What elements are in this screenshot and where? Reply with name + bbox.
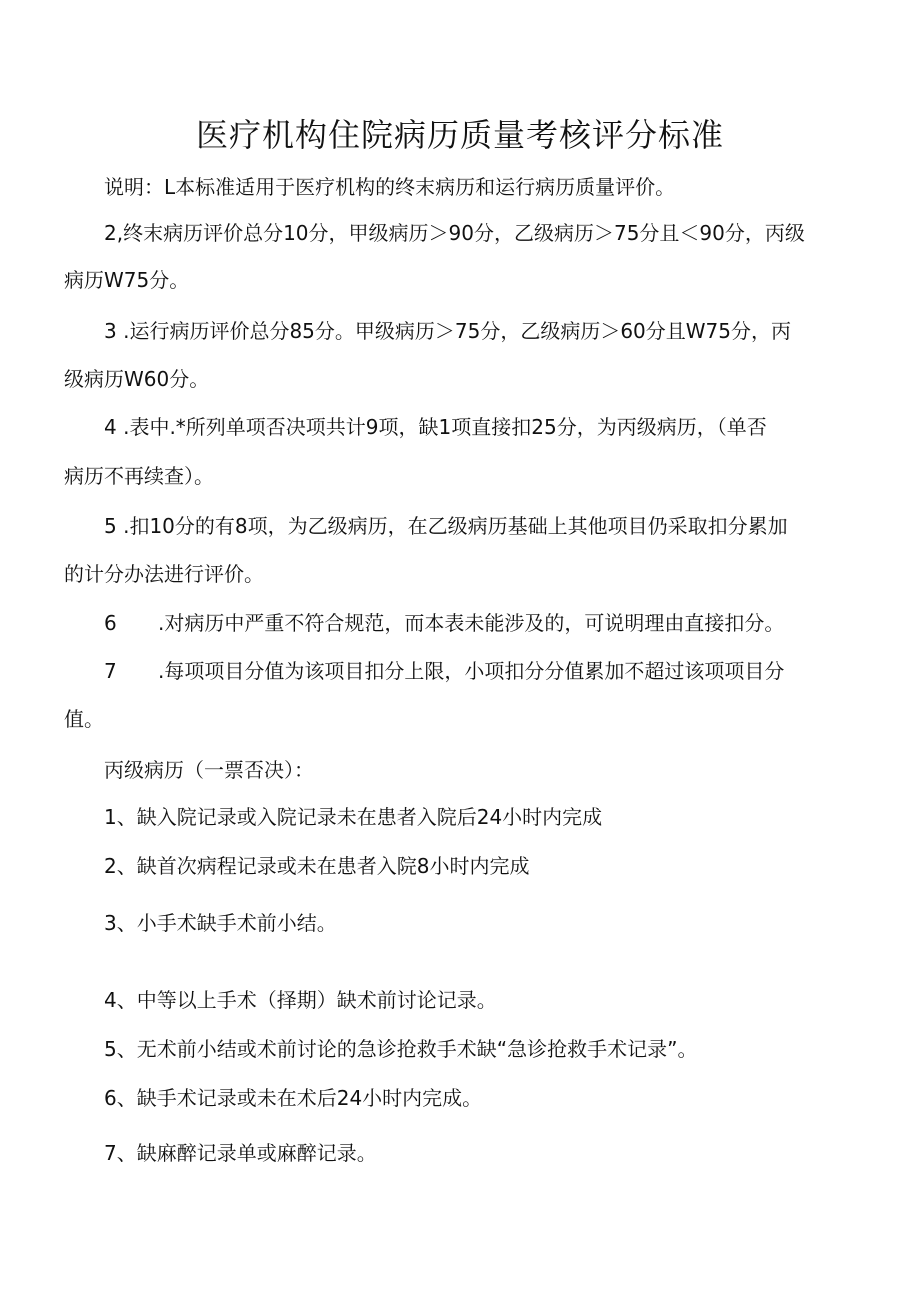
section-heading: 丙级病历（一票否决）： bbox=[104, 758, 314, 782]
list-item-4: 4、中等以上手术（择期）缺术前讨论记录。 bbox=[104, 988, 497, 1012]
note-4-line-2: 病历不再续查）。 bbox=[64, 464, 214, 488]
list-item-3: 3、小手术缺手术前小结。 bbox=[104, 911, 337, 935]
list-item-7: 7、缺麻醉记录单或麻醉记录。 bbox=[104, 1141, 377, 1165]
note-7-line-2: 值。 bbox=[64, 707, 104, 731]
note-2-line-2: 病历W75分。 bbox=[64, 268, 190, 292]
list-item-2: 2、缺首次病程记录或未在患者入院8小时内完成 bbox=[104, 854, 530, 878]
note-5-line-2: 的计分办法进行评价。 bbox=[64, 562, 264, 586]
note-7-text: .每项项目分值为该项目扣分上限，小项扣分分值累加不超过该项项目分 bbox=[158, 659, 785, 683]
list-item-6: 6、缺手术记录或未在术后24小时内完成。 bbox=[104, 1086, 483, 1110]
note-5-line-1: 5 .扣10分的有8项，为乙级病历，在乙级病历基础上其他项目仍采取扣分累加 bbox=[104, 514, 788, 538]
document-title: 医疗机构住院病历质量考核评分标准 bbox=[195, 116, 724, 154]
note-2-line-1: 2,终末病历评价总分10分，甲级病历＞90分，乙级病历＞75分且＜90分，丙级 bbox=[104, 221, 805, 245]
note-7-number: 7 bbox=[104, 659, 117, 683]
note-3-line-2: 级病历W60分。 bbox=[64, 367, 210, 391]
note-6-number: 6 bbox=[104, 611, 117, 635]
note-4-line-1: 4 .表中.*所列单项否决项共计9项，缺1项直接扣25分，为丙级病历，（单否 bbox=[104, 415, 767, 439]
note-6-text: .对病历中严重不符合规范，而本表未能涉及的，可说明理由直接扣分。 bbox=[158, 611, 785, 635]
list-item-5: 5、无术前小结或术前讨论的急诊抢救手术缺“急诊抢救手术记录”。 bbox=[104, 1037, 698, 1061]
note-3-line-1: 3 .运行病历评价总分85分。甲级病历＞75分，乙级病历＞60分且W75分，丙 bbox=[104, 319, 792, 343]
note-1: 说明：L本标准适用于医疗机构的终末病历和运行病历质量评价。 bbox=[104, 175, 676, 199]
list-item-1: 1、缺入院记录或入院记录未在患者入院后24小时内完成 bbox=[104, 805, 603, 829]
